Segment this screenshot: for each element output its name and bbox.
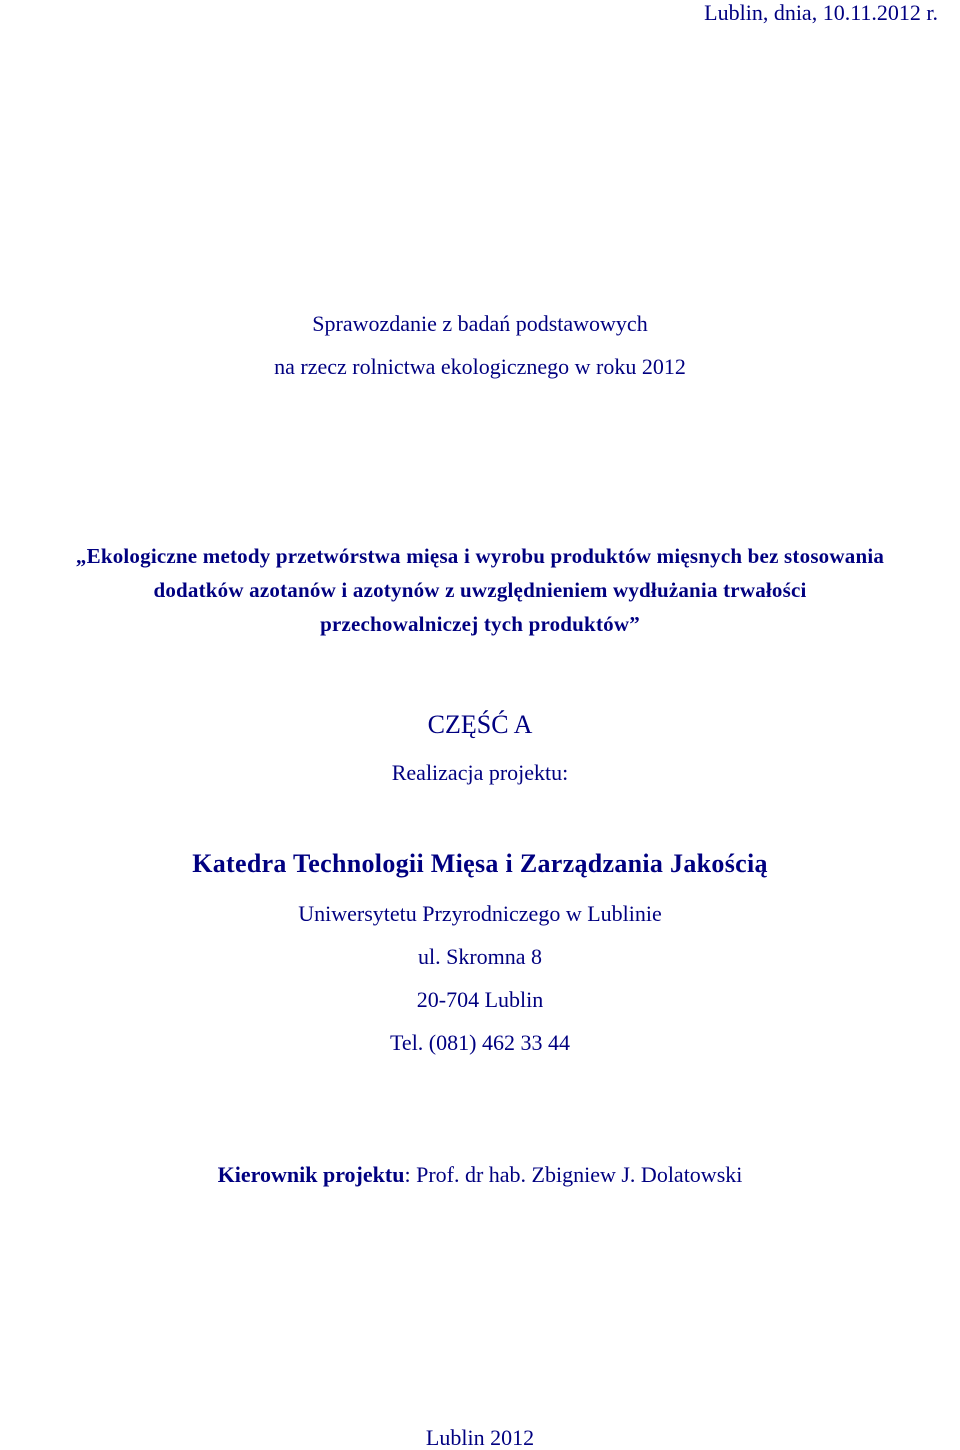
manager-separator: : xyxy=(404,1162,417,1187)
report-title-line-1: Sprawozdanie z badań podstawowych xyxy=(312,311,648,336)
footer-place-year: Lublin 2012 xyxy=(425,1425,535,1450)
manager-label: Kierownik projektu xyxy=(217,1162,405,1187)
project-manager xyxy=(0,1164,960,1186)
project-title-line-1: „Ekologiczne metody przetwórstwa mięsa i wyrobu produktów mięsnych bez stosowania xyxy=(75,544,885,568)
university-name: Uniwersytetu Przyrodniczego w Lublinie xyxy=(298,901,662,926)
project-title-line-2: dodatków azotanów i azotynów z uwzględnieniem wydłużania trwałości xyxy=(153,578,807,602)
phone-number: Tel. (081) 462 33 44 xyxy=(390,1030,570,1055)
report-title-line-2: na rzecz rolnictwa ekologicznego w roku 2012 xyxy=(274,354,686,379)
part-label: CZĘŚĆ A xyxy=(427,710,533,739)
city-postal-code: 20-704 Lublin xyxy=(416,987,544,1012)
realization-label: Realizacja projektu: xyxy=(391,760,569,785)
document-date: Lublin, dnia, 10.11.2012 r. xyxy=(704,0,938,25)
street-address: ul. Skromna 8 xyxy=(417,944,543,969)
department-name: Katedra Technologii Mięsa i Zarządzania Jakością xyxy=(192,849,768,878)
project-title-line-3: przechowalniczej tych produktów” xyxy=(320,612,640,636)
manager-name: Prof. dr hab. Zbigniew J. Dolatowski xyxy=(416,1162,743,1187)
